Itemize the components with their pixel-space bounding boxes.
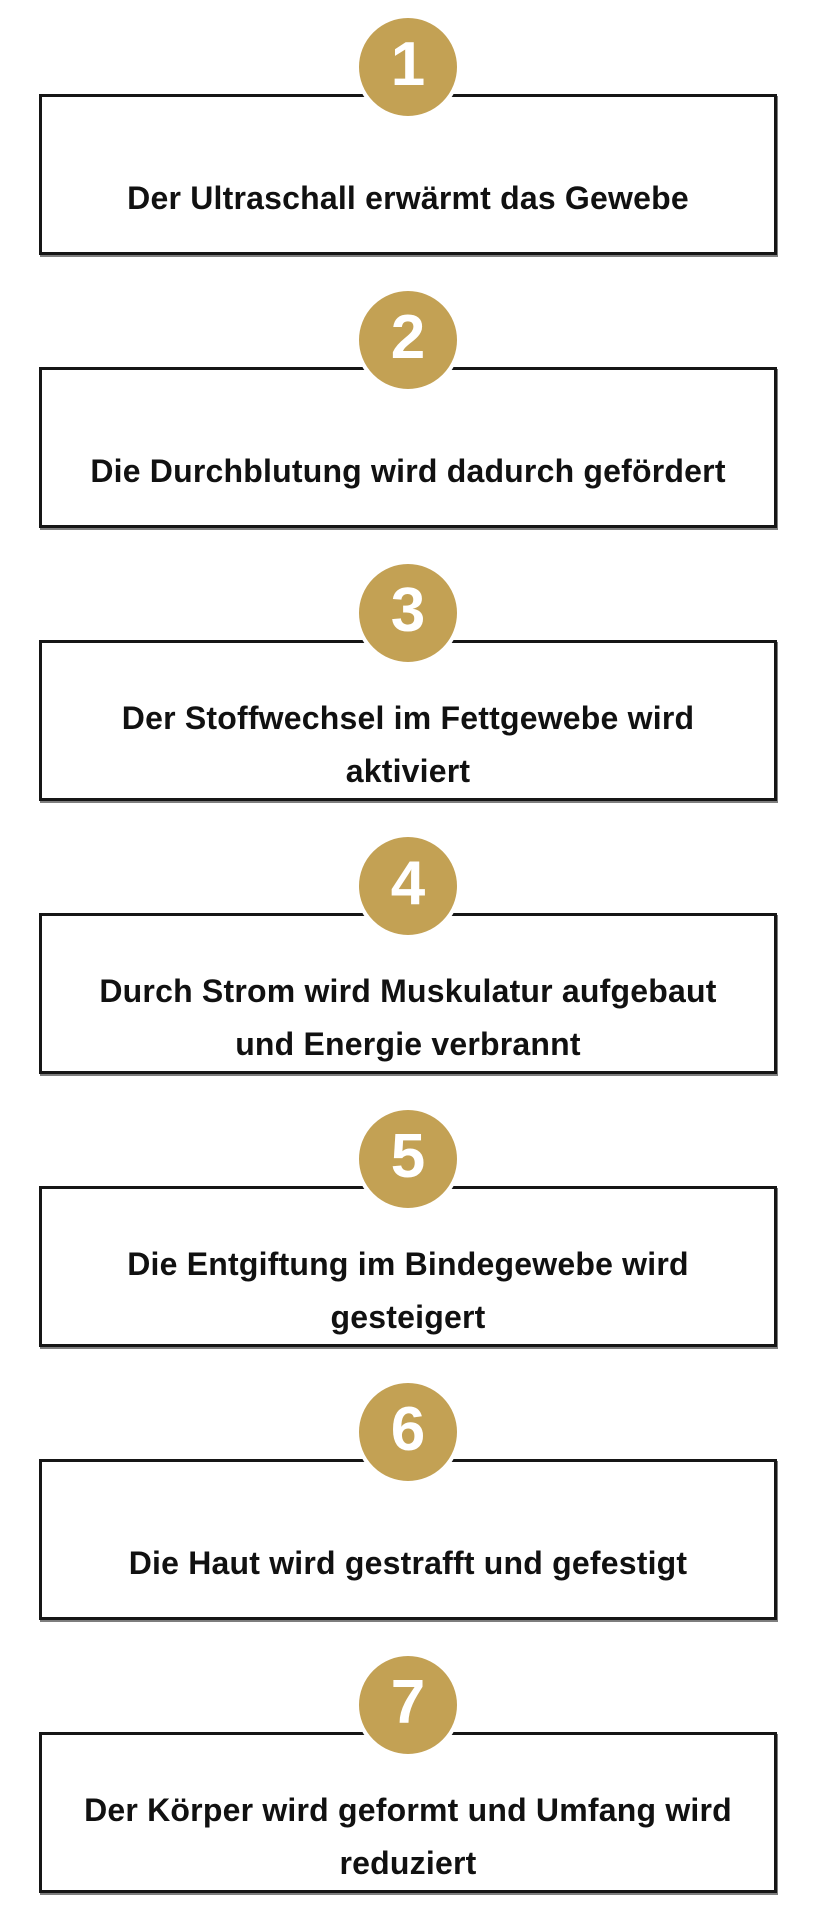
step-4-text: Durch Strom wird Muskulatur aufgebaut und Energie verbrannt	[99, 972, 717, 1062]
step-6-number: 6	[390, 1395, 426, 1464]
step-2-number-badge	[355, 287, 461, 393]
step-6	[39, 1379, 777, 1620]
step-2-text: Die Durchblutung wird dadurch gefördert	[90, 453, 726, 490]
step-7-number: 7	[390, 1668, 426, 1737]
step-1-number: 1	[390, 30, 426, 99]
step-3-number-badge	[355, 560, 461, 666]
step-1-number-badge	[355, 14, 461, 120]
step-4	[39, 833, 777, 1074]
step-1	[39, 14, 777, 255]
step-3	[39, 560, 777, 801]
step-3-number: 3	[390, 576, 426, 645]
step-5-number-badge	[355, 1106, 461, 1212]
step-2	[39, 287, 777, 528]
step-5-number: 5	[390, 1122, 426, 1191]
step-5	[39, 1106, 777, 1347]
step-2-number: 2	[390, 303, 426, 372]
step-7	[39, 1652, 777, 1893]
step-5-text: Die Entgiftung im Bindegewebe wird gesteigert	[127, 1245, 689, 1335]
step-4-number: 4	[390, 849, 426, 918]
step-4-number-badge	[355, 833, 461, 939]
step-6-number-badge	[355, 1379, 461, 1485]
step-7-text: Der Körper wird geformt und Umfang wird reduziert	[84, 1791, 732, 1881]
step-1-text: Der Ultraschall erwärmt das Gewebe	[127, 180, 689, 217]
step-7-number-badge	[355, 1652, 461, 1758]
step-6-text: Die Haut wird gestrafft und gefestigt	[128, 1545, 688, 1582]
step-3-text: Der Stoffwechsel im Fettgewebe wird aktiviert	[121, 699, 695, 789]
